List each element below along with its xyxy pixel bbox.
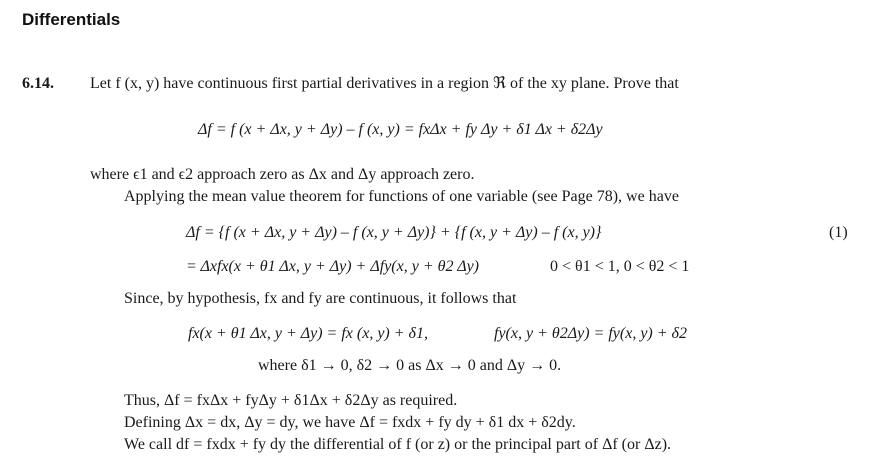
theta-bounds: 0 < θ1 < 1, 0 < θ2 < 1 <box>550 258 690 275</box>
equation-1-line-2: = Δxfx(x + θ1 Δx, y + Δy) + Δfy(x, y + θ2 Δy) <box>186 258 480 275</box>
where-delta-line: where δ1 → 0, δ2 → 0 as Δx → 0 and Δy → 0. <box>258 357 562 374</box>
equation-main: Δf = f (x + Δx, y + Δy) – f (x, y) = fxΔx + fy Δy + δ1 Δx + δ2Δy <box>198 121 603 138</box>
differential-definition-line: We call df = fxdx + fy dy the differential of f (or z) or the principal part of Δf (or Δz). <box>124 436 672 453</box>
section-title: Differentials <box>22 10 121 29</box>
since-line: Since, by hypothesis, fx and fy are continuous, it follows that <box>124 290 517 307</box>
where-epsilon-line: where ϵ1 and ϵ2 approach zero as Δx and Δy approach zero. <box>90 166 475 183</box>
defining-line: Defining Δx = dx, Δy = dy, we have Δf = fxdx + fy dy + δ1 dx + δ2dy. <box>124 414 576 431</box>
problem-statement: Let f (x, y) have continuous first partial derivatives in a region ℜ of the xy plane. Prove that <box>90 75 679 92</box>
problem-number: 6.14. <box>22 75 54 92</box>
equation-1-label: (1) <box>829 224 848 241</box>
continuity-fx: fx(x + θ1 Δx, y + Δy) = fx (x, y) + δ1, <box>188 325 428 342</box>
equation-1-line-1: Δf = {f (x + Δx, y + Δy) – f (x, y + Δy)} + {f (x, y + Δy) – f (x, y)} <box>186 224 602 241</box>
thus-line: Thus, Δf = fxΔx + fyΔy + δ1Δx + δ2Δy as required. <box>124 392 458 409</box>
continuity-fy: fy(x, y + θ2Δy) = fy(x, y) + δ2 <box>494 325 687 342</box>
mvt-line: Applying the mean value theorem for functions of one variable (see Page 78), we have <box>124 188 679 205</box>
